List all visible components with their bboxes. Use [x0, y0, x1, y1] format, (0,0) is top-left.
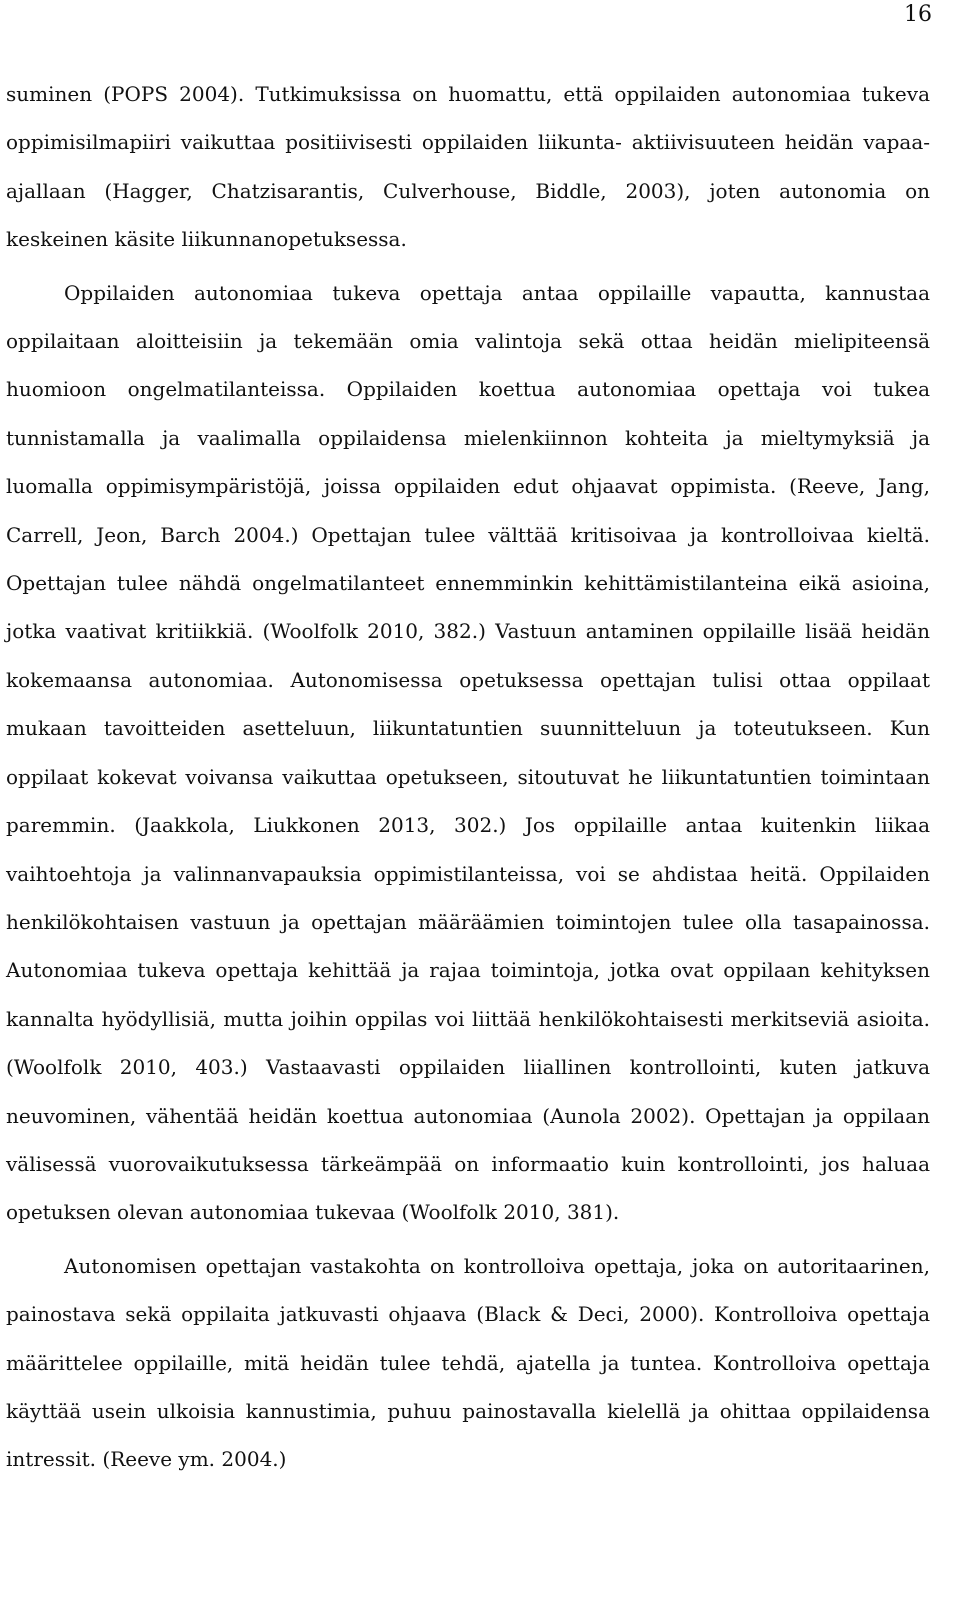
paragraph-2: Oppilaiden autonomiaa tukeva opettaja antaa oppilaille vapautta, kannustaa oppilaitaan aloitteisiin ja tekemään omia valintoja sekä ottaa heidän mielipiteensä huomioon ongelmatilanteissa. Oppilaiden koettua autonomiaa opettaja voi tukea tunnistamalla ja vaalimalla oppilaidensa mielenkiinnon kohteita ja mieltymyksiä ja luomalla oppimisympäristöjä, joissa oppilaiden edut ohjaavat oppimista. (Reeve, Jang, Carrell, Jeon, Barch 2004.) Opettajan tulee välttää kritisoivaa ja kontrolloivaa kieltä. Opettajan tulee nähdä ongelmatilanteet ennemminkin kehittämistilanteina eikä asioina, jotka vaativat kritiikkiä. (Woolfolk 2010, 382.) Vastuun antaminen oppilaille lisää heidän kokemaansa autonomiaa. Autonomisessa opetuksessa opettajan tulisi ottaa oppilaat mukaan tavoitteiden asetteluun, liikuntatuntien suunnitteluun ja toteutukseen. Kun oppilaat kokevat voivansa vaikuttaa opetukseen, sitoutuvat he liikuntatuntien toimintaan paremmin. (Jaakkola, Liukkonen 2013, 302.) Jos oppilaille antaa kuitenkin liikaa vaihtoehtoja ja valinnanvapauksia oppimistilanteissa, voi se ahdistaa heitä. Oppilaiden henkilökohtaisen vastuun ja opettajan määräämien toimintojen tulee olla tasapainossa. Autonomiaa tukeva opettaja kehittää ja rajaa toimintoja, jotka ovat oppilaan kehityksen kannalta hyödyllisiä, mutta joihin oppilas voi liittää henkilökohtaisesti merkitseviä asioita. (Woolfolk 2010, 403.) Vastaavasti oppilaiden liiallinen kontrollointi, kuten jatkuva neuvominen, vähentää heidän koettua autonomiaa (Aunola 2002). Opettajan ja oppilaan välisessä vuorovaikutuksessa tärkeämpää on informaatio kuin kontrollointi, jos haluaa opetuksen olevan autonomiaa tukevaa (Woolfolk 2010, 381). [6, 280, 930, 1225]
paragraph-1: suminen (POPS 2004). Tutkimuksissa on huomattu, että oppilaiden autonomiaa tukeva oppimisilmapiiri vaikuttaa positiivisesti oppilaiden liikunta- aktiivisuuteen heidän vapaa- ajallaan (Hagger, Chatzisarantis, Culverhouse, Biddle, 2003), joten autonomia on keskeinen käsite liikunnanopetuksessa. [6, 82, 930, 252]
page-number: 16 [904, 2, 932, 27]
body-text [6, 70, 930, 1484]
paragraph-3: Autonomisen opettajan vastakohta on kontrolloiva opettaja, joka on autoritaarinen, painostava sekä oppilaita jatkuvasti ohjaava (Black & Deci, 2000). Kontrolloiva opettaja määrittelee oppilaille, mitä heidän tulee tehdä, ajatella ja tuntea. Kontrolloiva opettaja käyttää usein ulkoisia kannustimia, puhuu painostavalla kielellä ja ohittaa oppilaidensa intressit. (Reeve ym. 2004.) [6, 1253, 930, 1472]
